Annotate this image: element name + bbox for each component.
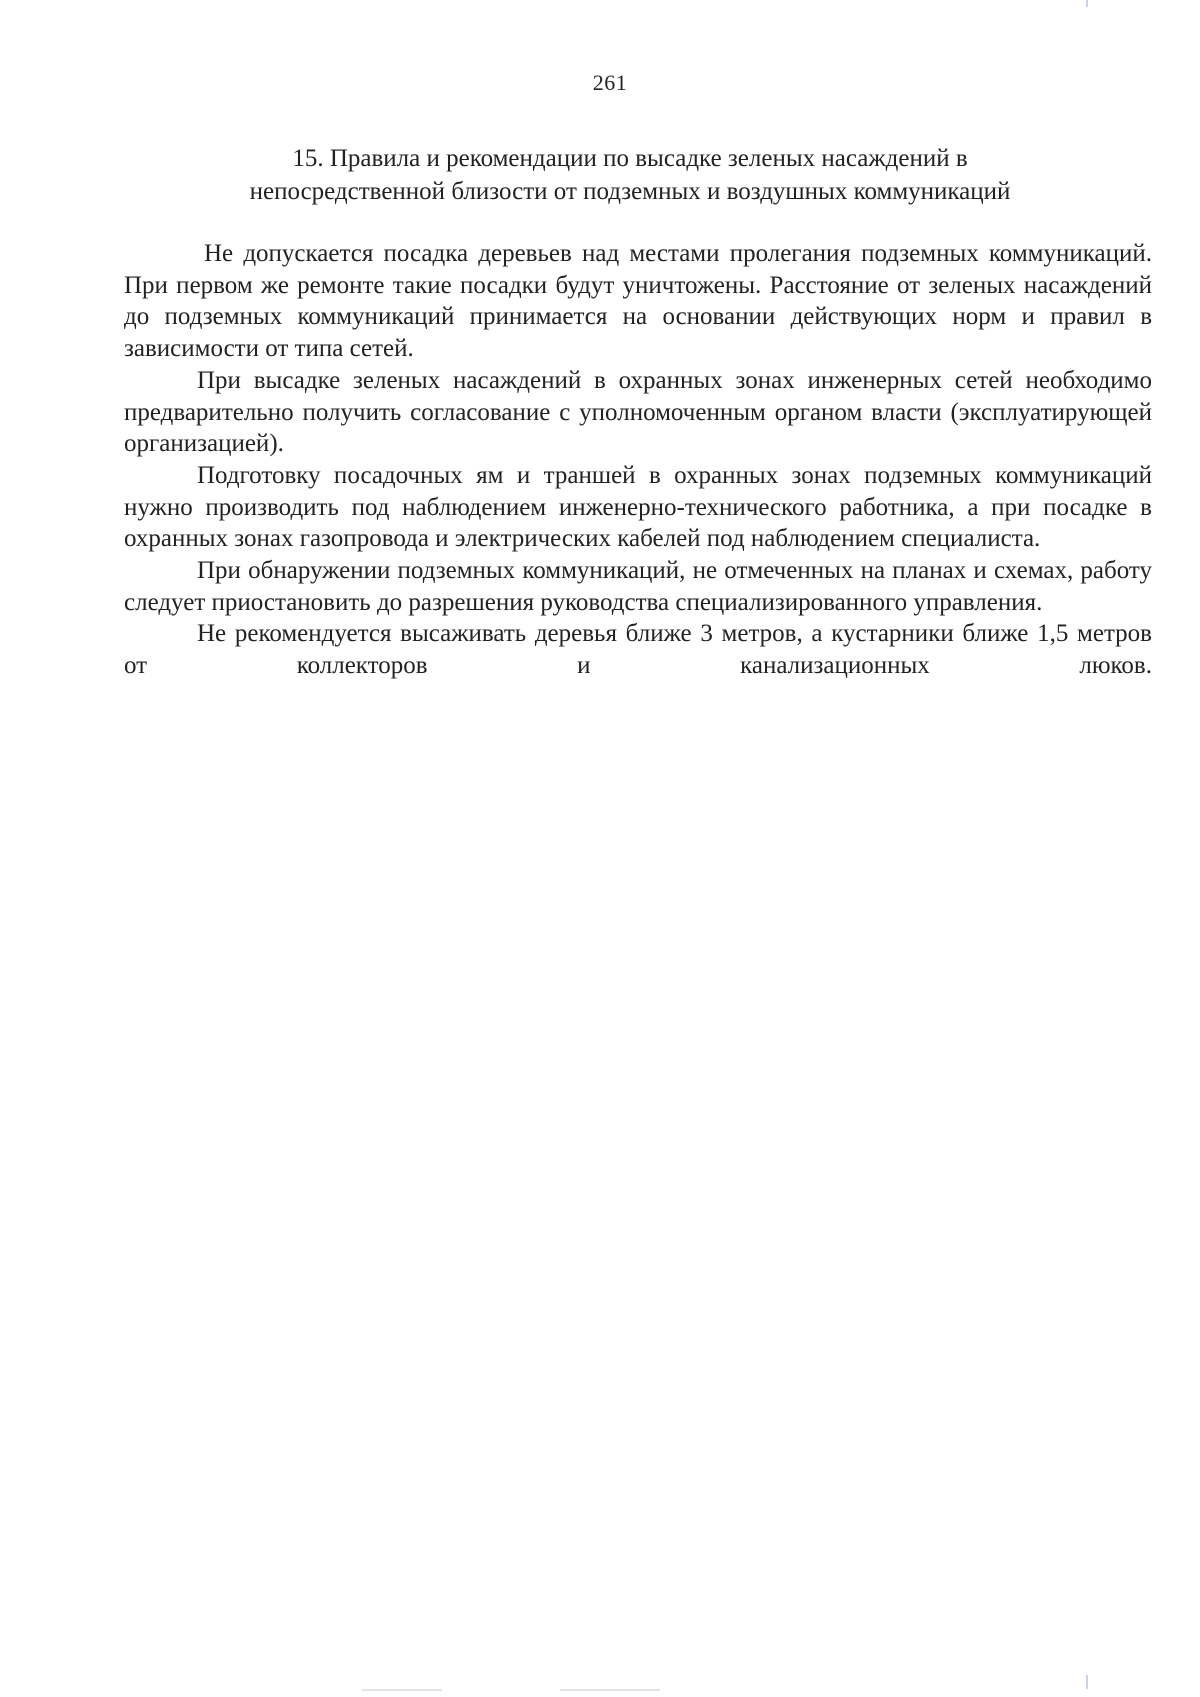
- section-heading-line-1: 15. Правила и рекомендации по высадке зеленых насаждений в: [292, 145, 968, 172]
- body-text: [124, 238, 1152, 682]
- paragraph-3: Подготовку посадочных ям и траншей в охранных зонах подземных коммуникаций нужно производить под наблюдением инженерно-технического работника, а при посадке в охранных зонах газопровода и электрических кабелей под наблюдением специалиста.: [124, 461, 1152, 553]
- paragraph-1: Не допускается посадка деревьев над местами пролегания подземных коммуникаций. При первом же ремонте такие посадки будут уничтожены. Расстояние от зеленых насаждений до подземных коммуникаций принимается на основании действующих норм и правил в зависимости от типа сетей.: [124, 240, 1152, 363]
- scan-artifact-bottom-strip: [362, 1689, 442, 1691]
- page-number: 261: [592, 70, 628, 95]
- paragraph-2: При высадке зеленых насаждений в охранных зонах инженерных сетей необходимо предварительно получить согласование с уполномоченным органом власти (эксплуатирующей организацией).: [124, 366, 1152, 458]
- section-heading: [150, 142, 1110, 208]
- section-heading-line-2: непосредственной близости от подземных и воздушных коммуникаций: [249, 178, 1011, 205]
- scan-artifact-bottom-strip: [560, 1689, 660, 1691]
- scan-artifact-bottom-right: [1086, 1675, 1088, 1689]
- paragraph-5: Не рекомендуется высаживать деревья ближе 3 метров, а кустарники ближе 1,5 метров от коллекторов и канализационных люков.: [124, 620, 1152, 680]
- scan-artifact-top-right: [1086, 0, 1088, 7]
- paragraph-4: При обнаружении подземных коммуникаций, не отмеченных на планах и схемах, работу следует приостановить до разрешения руководства специализированного управления.: [124, 557, 1152, 616]
